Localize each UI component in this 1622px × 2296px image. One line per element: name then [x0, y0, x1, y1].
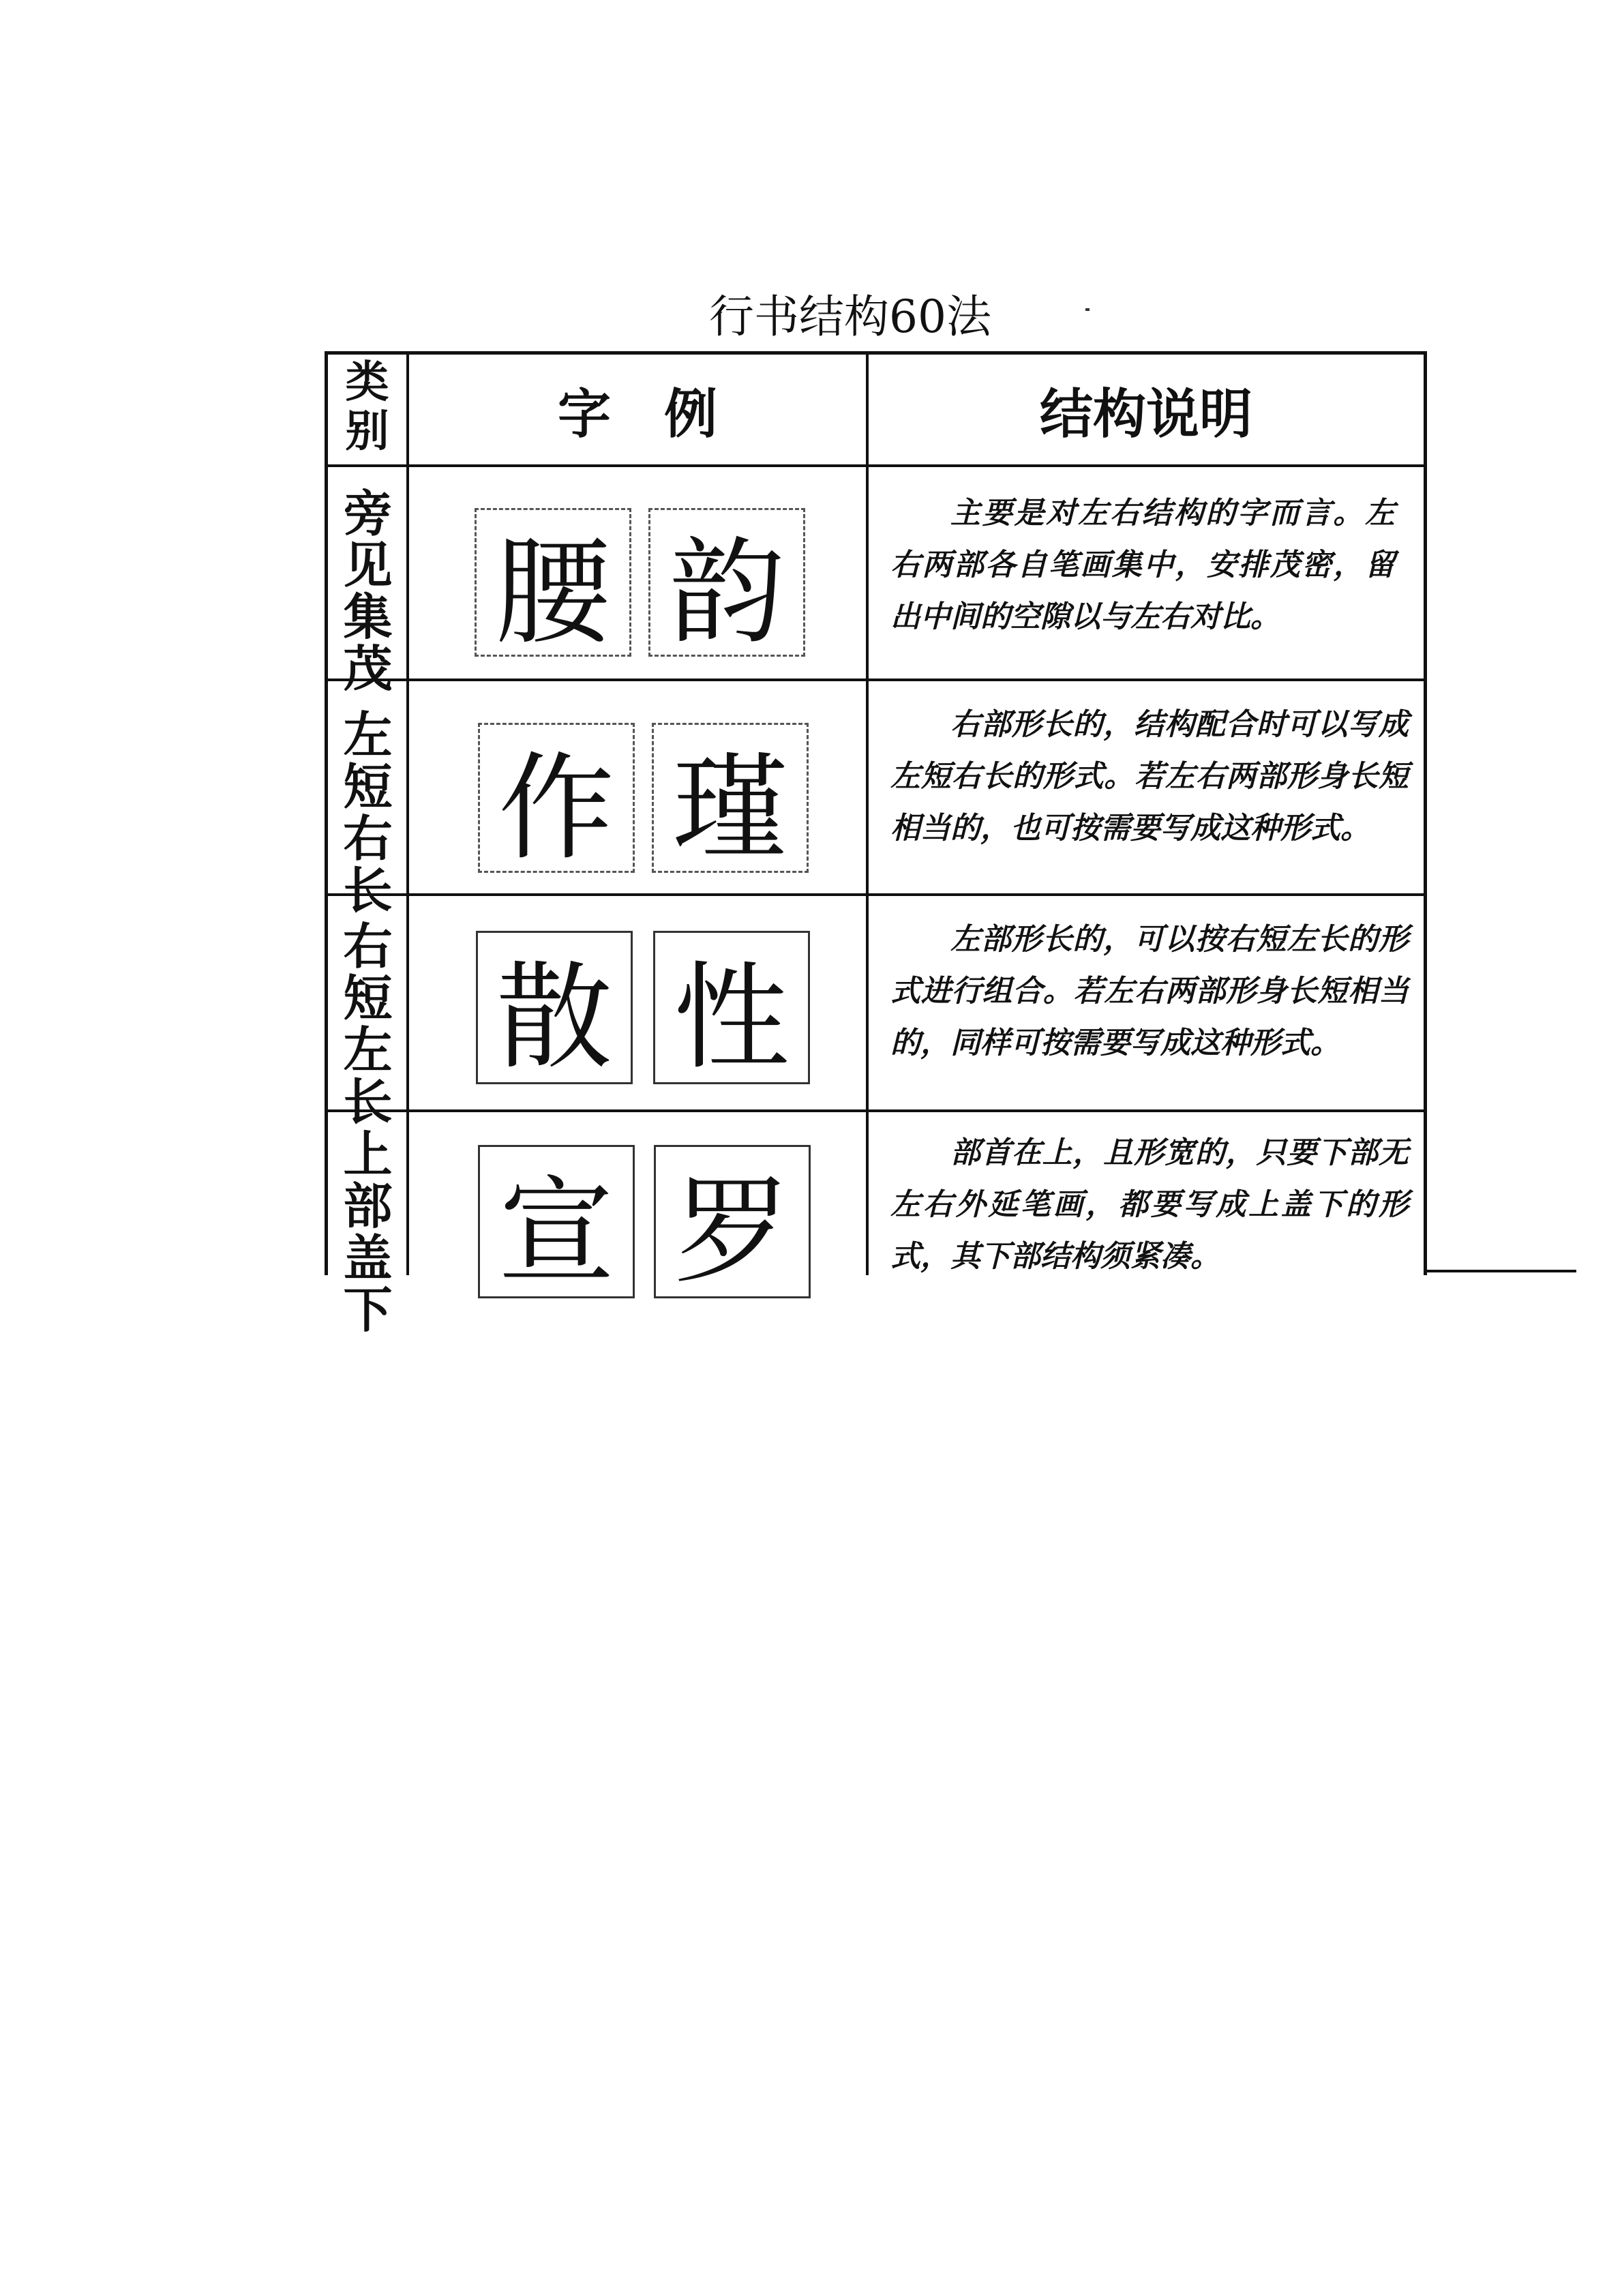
row-2-category-label: 左短右长 — [343, 706, 393, 919]
row-4-category-label: 上部盖下 — [343, 1126, 393, 1339]
row-4-description: 部首在上，且形宽的，只要下部无左右外延笔画，都要写成上盖下的形式，其下部结构须紧凑。 — [890, 1135, 1409, 1274]
scan-speck — [1085, 308, 1090, 311]
row-1-category — [328, 485, 406, 698]
cut-edge-line — [1425, 1270, 1576, 1272]
row-4-clip — [328, 1112, 1424, 1339]
row-3-category — [328, 918, 406, 1131]
header-category-label: 类别 — [345, 357, 389, 457]
row-4-example-2: 罗 — [654, 1145, 811, 1298]
header-examples: 字 例 — [557, 383, 717, 445]
structure-table — [325, 351, 1429, 1339]
header-bottom-line — [325, 464, 1427, 467]
row-2-description: 右部形长的，结构配合时可以写成左短右长的形式。若左右两部形身长短相当的，也可按需要写成这种形式。 — [890, 707, 1409, 846]
row-3-example-1: 散 — [476, 931, 633, 1084]
row-4-category — [328, 1126, 406, 1339]
row-1-description: 主要是对左右结构的字而言。左右两部各自笔画集中，安排茂密，留出中间的空隙以与左右对比。 — [890, 496, 1395, 634]
page-title: 行书结构60法 — [709, 290, 991, 343]
row-line-2 — [325, 893, 1427, 896]
header-description: 结构说明 — [1039, 383, 1252, 445]
row-line-1 — [325, 679, 1427, 681]
row-2-category — [328, 706, 406, 919]
row-4-example-1: 宣 — [478, 1145, 635, 1298]
table-border-right — [1424, 351, 1427, 1275]
row-3-description: 左部形长的，可以按右短左长的形式进行组合。若左右两部形身长短相当的，同样可按需要写成这种形式。 — [890, 922, 1409, 1060]
row-1-category-label: 旁见集茂 — [343, 485, 393, 698]
row-2-example-2: 瑾 — [652, 723, 809, 873]
row-1-example-1: 腰 — [475, 508, 631, 657]
row-3-category-label: 右短左长 — [343, 918, 393, 1131]
row-1-example-2: 韵 — [648, 508, 805, 657]
row-2-example-1: 作 — [478, 723, 635, 873]
row-3-example-2: 性 — [653, 931, 810, 1084]
header-category — [328, 358, 406, 464]
